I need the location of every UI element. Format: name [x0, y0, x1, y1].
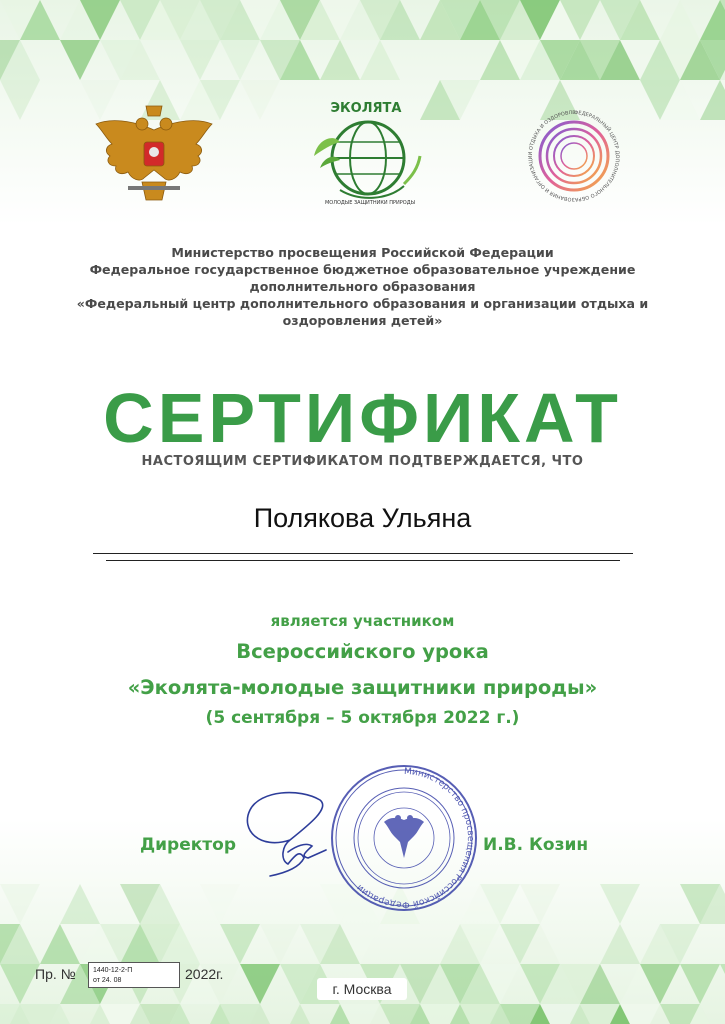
director-name: И.В. Козин	[483, 835, 589, 855]
mosaic-triangle	[280, 1004, 320, 1024]
certificate-title: СЕРТИФИКАТ	[103, 379, 622, 457]
registration-number-box	[88, 962, 180, 988]
mosaic-triangle	[220, 924, 260, 964]
org-line-1: Министерство просвещения Российской Федерации	[171, 245, 554, 260]
mosaic-triangle	[360, 40, 400, 80]
director-role-label: Директор	[140, 835, 236, 855]
ecolyata-logo-subtext: МОЛОДЫЕ ЗАЩИТНИКИ ПРИРОДЫ	[324, 200, 416, 206]
federal-center-ring-text: ФЕДЕРАЛЬНЫЙ ЦЕНТР ДОПОЛНИТЕЛЬНОГО ОБРАЗОВАНИЯ И ОРГАНИЗАЦИИ ОТДЫХА И ОЗДОРОВЛЕ	[527, 109, 620, 203]
mosaic-triangle	[700, 80, 725, 120]
city-label: г. Москва	[317, 978, 407, 1000]
mosaic-triangle	[600, 884, 640, 924]
registration-date: от 24. 08	[93, 977, 122, 984]
recipient-name: Полякова Ульяна	[253, 503, 472, 533]
mosaic-triangle	[200, 884, 240, 924]
mosaic-triangle	[220, 40, 260, 80]
org-line-5: оздоровления детей»	[282, 313, 443, 328]
russian-emblem-logo	[92, 100, 216, 210]
mosaic-triangle	[720, 964, 725, 1004]
org-line-4: «Федеральный центр дополнительного образования и организации отдыха и	[76, 296, 649, 311]
mosaic-triangle	[320, 40, 360, 80]
lesson-title-line-2: «Эколята-молодые защитники природы»	[127, 676, 598, 699]
org-line-2: Федеральное государственное бюджетное образовательное учреждение	[89, 262, 636, 277]
mosaic-triangle	[260, 924, 300, 964]
stamp-ring-text: Министерство просвещения Российской Федерации	[355, 766, 475, 910]
mosaic-triangle	[700, 0, 725, 40]
recipient-underline-bottom	[106, 560, 620, 561]
organization-block	[40, 244, 685, 329]
mosaic-triangle	[0, 964, 40, 1004]
ecolyata-logo-text: ЭКОЛЯТА	[330, 101, 402, 116]
recipient-underline-top	[93, 553, 633, 554]
mosaic-triangle	[0, 884, 40, 924]
svg-text:ФЕДЕРАЛЬНЫЙ ЦЕНТР ДОПОЛНИТЕЛЬН	[516, 100, 620, 202]
registration-prefix: Пр. №	[35, 966, 76, 982]
federal-center-logo	[516, 100, 632, 210]
registration-year: 2022г.	[185, 966, 224, 982]
mosaic-triangle	[600, 924, 640, 964]
mosaic-triangle	[680, 964, 720, 1004]
mosaic-triangle	[40, 924, 80, 964]
mosaic-triangle	[60, 884, 100, 924]
mosaic-triangle	[240, 80, 280, 120]
lesson-dates: (5 сентября – 5 октября 2022 г.)	[205, 708, 520, 728]
org-line-3: дополнительного образования	[249, 279, 476, 294]
lesson-title-line-1: Всероссийского урока	[236, 640, 489, 663]
mosaic-triangle	[60, 40, 100, 80]
participant-text: является участником	[270, 612, 455, 630]
certificate-subtitle: НАСТОЯЩИМ СЕРТИФИКАТОМ ПОДТВЕРЖДАЕТСЯ, ЧТО	[141, 454, 584, 469]
ecolyata-logo	[300, 98, 432, 210]
director-signature	[230, 780, 350, 880]
official-stamp	[328, 762, 480, 914]
mosaic-triangle	[720, 1004, 725, 1024]
mosaic-triangle	[240, 964, 280, 1004]
mosaic-triangle	[520, 884, 560, 924]
mosaic-triangle	[180, 40, 220, 80]
mosaic-triangle	[0, 80, 40, 120]
registration-number: 1440-12-2-П	[93, 967, 133, 974]
